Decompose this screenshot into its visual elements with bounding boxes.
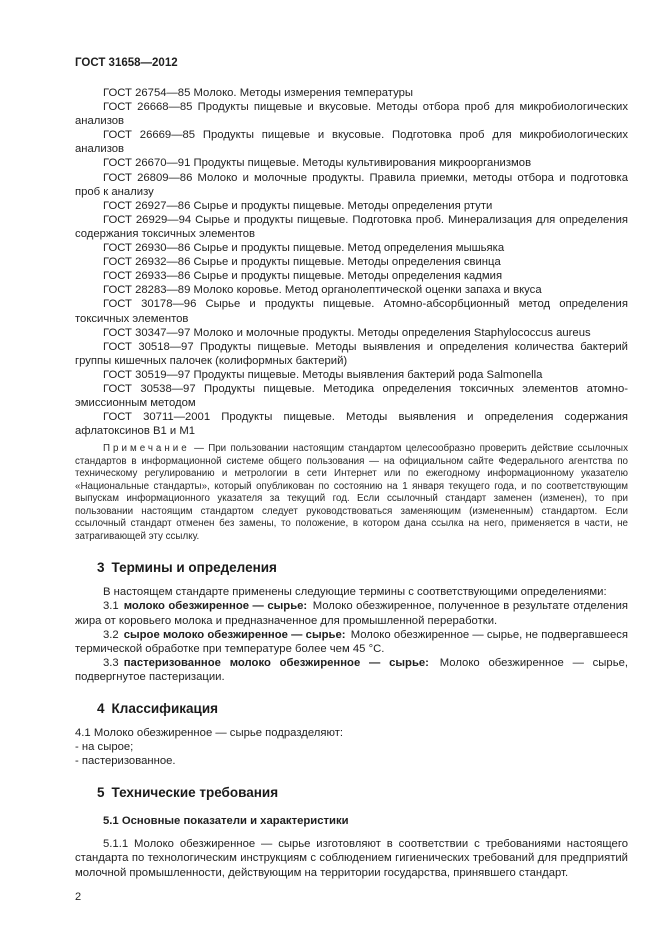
reference-item: ГОСТ 26669—85 Продукты пищевые и вкусовые. Подготовка проб для микробиологических анализов bbox=[75, 129, 628, 156]
section-title: Термины и определения bbox=[111, 560, 277, 576]
page-header: ГОСТ 31658—2012 bbox=[75, 57, 178, 69]
term-name: сырое молоко обезжиренное — сырье: bbox=[123, 628, 346, 641]
reference-item: ГОСТ 26670—91 Продукты пищевые. Методы культивирования микроорганизмов bbox=[103, 157, 532, 170]
term-text: Молоко обезжиренное — сырье, подвергнутое пастеризации. bbox=[75, 656, 629, 683]
reference-item: ГОСТ 30711—2001 Продукты пищевые. Методы выявления и определения содержания афлатоксинов В1 и М1 bbox=[75, 411, 628, 438]
section-heading-technical bbox=[97, 785, 628, 801]
note-label: Примечание bbox=[103, 443, 190, 455]
reference-item: ГОСТ 30178—96 Сырье и продукты пищевые. Атомно-абсорбционный метод определения токсичных элементов bbox=[75, 298, 628, 325]
classification-list-item: - пастеризованное. bbox=[75, 755, 176, 768]
section-number: 4 bbox=[97, 701, 105, 716]
subsection-heading: 5.1 Основные показатели и характеристики bbox=[103, 815, 349, 828]
section-number: 3 bbox=[97, 560, 105, 576]
term-number: 3.2 bbox=[103, 628, 119, 641]
reference-item: ГОСТ 26754—85 Молоко. Методы измерения температуры bbox=[103, 87, 414, 99]
term-definition bbox=[75, 656, 628, 684]
reference-item: ГОСТ 30538—97 Продукты пищевые. Методика определения токсичных элементов атомно-эмиссионным методом bbox=[75, 382, 628, 410]
reference-item: ГОСТ 30347—97 Молоко и молочные продукты. Методы определения Staphylococcus aureus bbox=[103, 326, 591, 339]
references-list bbox=[75, 86, 628, 438]
section-title: Классификация bbox=[111, 701, 219, 716]
reference-item: ГОСТ 26932—86 Сырье и продукты пищевые. Методы определения свинца bbox=[103, 256, 501, 269]
classification-paragraph: 4.1 Молоко обезжиренное — сырье подразделяют: bbox=[75, 727, 344, 739]
reference-item: ГОСТ 26929—94 Сырье и продукты пищевые. Подготовка проб. Минерализация для определения содержания токсичных элементов bbox=[75, 213, 628, 240]
section-heading-classification bbox=[97, 701, 628, 717]
term-text: Молоко обезжиренное — сырье, не подвергавшееся термической обработке при температуре более чем 45 °С. bbox=[75, 628, 628, 655]
reference-item: ГОСТ 26668—85 Продукты пищевые и вкусовые. Методы отбора проб для микробиологических анализов bbox=[75, 101, 628, 128]
technical-paragraph: 5.1.1 Молоко обезжиренное — сырье изготовляют в соответствии с требованиями настоящего стандарта по технологическим инструкциям с соблюдением гигиенических требований для предприятий молочной промышленности, действующим на территории государства, принявшего стандарт. bbox=[75, 838, 628, 879]
reference-item: ГОСТ 28283—89 Молоко коровье. Метод органолептической оценки запаха и вкуса bbox=[103, 284, 542, 297]
reference-item: ГОСТ 30519—97 Продукты пищевые. Методы выявления бактерий рода Salmonella bbox=[103, 368, 543, 381]
reference-item: ГОСТ 26927—86 Сырье и продукты пищевые. Методы определения ртути bbox=[103, 199, 493, 212]
term-number: 3.3 bbox=[103, 656, 119, 669]
term-name: молоко обезжиренное — сырье: bbox=[123, 600, 308, 613]
reference-item: ГОСТ 26930—86 Сырье и продукты пищевые. Метод определения мышьяка bbox=[103, 242, 505, 255]
section-heading-terms bbox=[97, 560, 628, 576]
term-definition bbox=[75, 628, 628, 656]
term-definition bbox=[75, 599, 628, 627]
reference-item: ГОСТ 26933—86 Сырье и продукты пищевые. Методы определения кадмия bbox=[103, 270, 503, 283]
page-number: 2 bbox=[75, 890, 82, 903]
section-title: Технические требования bbox=[111, 785, 279, 801]
terms-intro: В настоящем стандарте применены следующие термины с соответствующими определениями: bbox=[103, 586, 607, 599]
reference-item: ГОСТ 26809—86 Молоко и молочные продукты. Правила приемки, методы отбора и подготовка проб к анализу bbox=[75, 171, 628, 198]
note-paragraph bbox=[75, 443, 628, 543]
term-text: Молоко обезжиренное, полученное в результате отделения жира от коровьего молока и предназначенное для промышленной переработки. bbox=[75, 600, 628, 627]
note-text: — При пользовании настоящим стандартом целесообразно проверить действие ссылочных стандартов в информационной системе общего пользования — на официальном сайте Федерального агентства по техническому регулированию и метрологии в сети Интернет или по ежегодному информационному указателю «Национальные стандарты», который опубликован по состоянию на 1 января текущего года, и по соответствующим выпускам информационного указателя за текущий год. Если ссылочный стандарт заменен (изменен), то при пользовании настоящим стандартом следует руководствоваться заменяющим (измененным) стандартом. Если ссылочный стандарт отменен без замены, то положение, в котором дана ссылка на него, применяется в части, не затрагивающей эту ссылку. bbox=[75, 443, 628, 542]
term-number: 3.1 bbox=[103, 600, 119, 613]
section-number: 5 bbox=[97, 785, 105, 801]
classification-list-item: - на сырое; bbox=[75, 741, 134, 754]
reference-item: ГОСТ 30518—97 Продукты пищевые. Методы выявления и определения количества бактерий группы кишечных палочек (колиформных бактерий) bbox=[75, 340, 628, 367]
term-name: пастеризованное молоко обезжиренное — сырье: bbox=[123, 656, 429, 669]
